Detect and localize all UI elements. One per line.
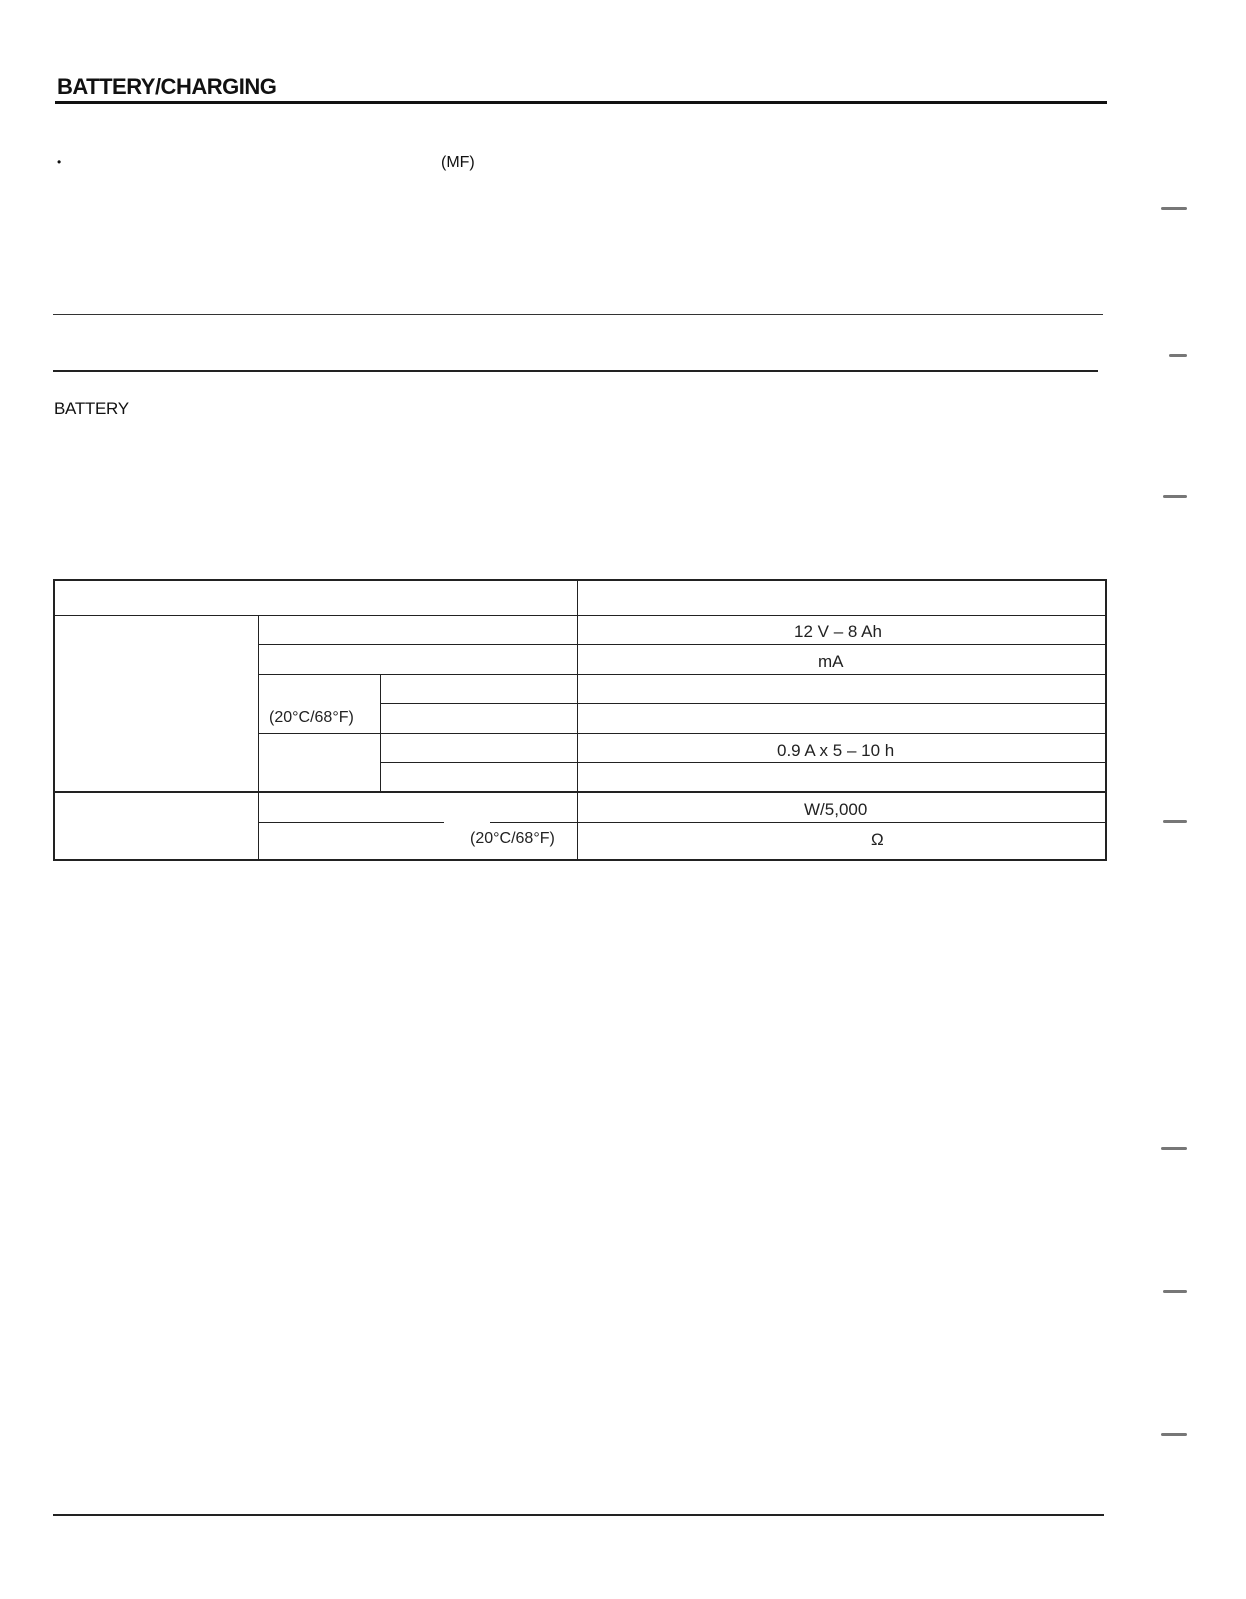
battery-section-label: BATTERY: [54, 399, 129, 418]
mf-note: (MF): [441, 154, 475, 171]
alternator-capacity-value: W/5,000: [804, 800, 868, 819]
header-rule: [55, 101, 1107, 104]
group-divider: [53, 791, 1107, 793]
index-tab-mark: [1161, 1433, 1187, 1436]
battery-capacity-value: 12 V – 8 Ah: [794, 622, 882, 641]
alternator-divider-left: [258, 822, 444, 823]
table-border-left: [53, 579, 55, 861]
coil-resistance-unit: Ω: [871, 830, 884, 849]
table-column-divider: [577, 579, 578, 861]
row-divider-1: [258, 644, 1107, 645]
specification-table: [53, 579, 1107, 861]
index-tab-mark: [1161, 1147, 1187, 1150]
index-tab-mark: [1169, 354, 1187, 357]
charging-current-value: 0.9 A x 5 – 10 h: [777, 741, 895, 760]
row-divider-3: [380, 703, 1107, 704]
current-leakage-unit: mA: [818, 652, 844, 671]
section-divider-bottom: [53, 370, 1098, 372]
index-tab-mark: [1163, 820, 1187, 823]
row-divider-5: [380, 762, 1107, 763]
row-divider-4: [258, 733, 1107, 734]
table-subcolumn-divider: [258, 615, 259, 861]
alternator-divider-right: [490, 822, 1107, 823]
intro-bullet: •: [57, 155, 62, 169]
index-tab-mark: [1161, 207, 1187, 210]
table-border-bottom: [53, 859, 1107, 861]
row-divider-2: [258, 674, 1107, 675]
index-tab-mark: [1163, 495, 1187, 498]
section-divider-top: [53, 314, 1103, 315]
table-border-top: [53, 579, 1107, 581]
table-border-right: [1105, 579, 1107, 861]
index-tab-mark: [1163, 1290, 1187, 1293]
voltage-temp-condition: (20°C/68°F): [269, 709, 354, 726]
footer-rule: [53, 1514, 1104, 1516]
coil-temp-condition: (20°C/68°F): [470, 830, 555, 847]
table-header-divider: [53, 615, 1107, 616]
page-title: BATTERY/CHARGING: [57, 74, 277, 99]
